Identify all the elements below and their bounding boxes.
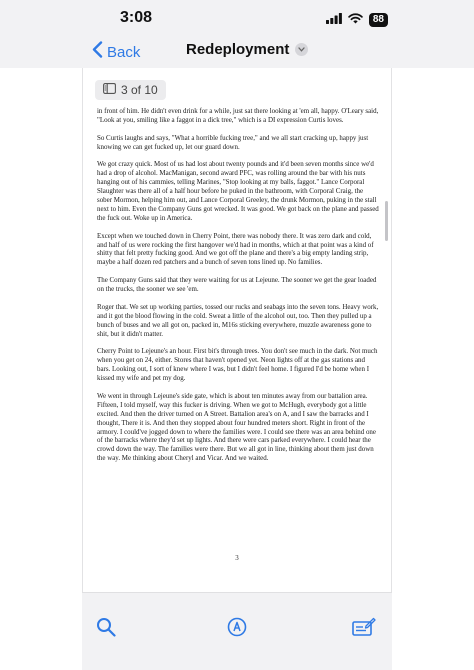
paragraph: We went in through Lejeune's side gate, which is about ten minutes away from our battalion area. Fifteen, I told myself, way this fucker is driving. When we got to McHugh, everybody got a little excited. And then the driver turned on A Street. Battalion area's on A, and I saw the barracks and I thought, There it is. And then they stopped about four hundred meters short. Right in front of the armory. I could've jogged down to where the families were. I could see there was an area behind one of the barracks where they'd set up lights. And there were cars parked everywhere. I could hear the crowd down the way. The families were there. But we all got in line, thinking about them just down the way. Me thinking about Cheryl and Vicar. And we waited. bbox=[97, 391, 376, 463]
page-number: 3 bbox=[235, 554, 239, 562]
navigation-bar bbox=[0, 36, 474, 68]
paragraph: So Curtis laughs and says, "What a horrible fucking tree," and we all start cracking up, happy just knowing we can get fucked up, let our guard down. bbox=[97, 133, 369, 151]
page-counter-label: 3 of 10 bbox=[121, 83, 158, 97]
paragraph: Except when we touched down in Cherry Point, there was nobody there. It was zero dark and cold, and half of us were rocking the first hangover we'd had in months, which at that point was a kind of shitty that felt pretty fucking good. And we got off the plane and there's a big empty landing strip, maybe a half dozen red patchers and a bunch of seven tons lined up. No families. bbox=[97, 231, 374, 267]
cellular-signal-icon bbox=[326, 11, 342, 29]
chevron-left-icon bbox=[92, 41, 103, 63]
paragraph: in front of him. He didn't even drink for a while, just sat there looking at 'em all, happy. O'Leary said, "Look at you, smiling like a faggot in a dick tree," which is a DI expression Curtis loves. bbox=[97, 107, 379, 124]
chevron-down-icon bbox=[295, 43, 308, 56]
status-icons bbox=[326, 11, 388, 29]
document-page[interactable] bbox=[82, 68, 392, 592]
annotate-edit-icon[interactable] bbox=[352, 617, 376, 642]
document-title: Redeployment bbox=[186, 41, 290, 58]
battery-indicator: 88 bbox=[369, 13, 388, 27]
paragraph: We got crazy quick. Most of us had lost about twenty pounds and it'd been seven months since we'd had a drop of alcohol. MacManigan, second award PFC, was rolling around the bar with his nuts hanging out of his cammies, telling Marines, "Stop looking at my balls, faggot." Lance Corporal Slaughter was there all of a half hour before he puked in the bathroom, with Corporal Craig, the sober Mormon, helping him out, and Lance Corporal Greeley, the drunk Mormon, puking in the stall next to him. Even the Company Guns got wrecked. It was good. We got back on the plane and passed the fuck out. Woke up in America. bbox=[97, 160, 379, 222]
paragraph: Cherry Point to Lejeune's an hour. First bit's through trees. You don't see much in the dark. Not much when you get on 24, either. Stores that haven't opened yet. Neon lights off at the gas stations and bars. Looking out, I sort of knew where I was, but I didn't feel home. I figured I'd be home when I kissed my wife and pet my dog. bbox=[97, 347, 378, 383]
wifi-icon bbox=[348, 11, 363, 29]
document-title-menu[interactable] bbox=[186, 41, 308, 58]
page-counter bbox=[95, 80, 166, 100]
status-bar bbox=[0, 0, 474, 36]
markup-pen-icon[interactable] bbox=[227, 617, 247, 642]
document-body bbox=[97, 107, 379, 472]
search-icon[interactable] bbox=[96, 617, 116, 642]
back-label: Back bbox=[107, 43, 141, 61]
status-time: 3:08 bbox=[120, 9, 153, 26]
sidebar-thumbnails-icon bbox=[103, 83, 116, 97]
scroll-indicator[interactable] bbox=[385, 201, 388, 241]
back-button[interactable] bbox=[92, 41, 140, 63]
paragraph: The Company Guns said that they were waiting for us at Lejeune. The sooner we get the gear loaded on the trucks, the sooner we see 'em. bbox=[97, 276, 377, 294]
bottom-toolbar bbox=[82, 592, 392, 670]
paragraph: Roger that. We set up working parties, tossed our rucks and seabags into the seven tons. Heavy work, and it got the blood flowing in the cold. Sweat a little of the alcohol out, too. Then they pulled up a bunch of buses and we all got on, packed in, M16s sticking everywhere, muzzle awareness gone to shit, but it didn't matter. bbox=[97, 302, 379, 338]
